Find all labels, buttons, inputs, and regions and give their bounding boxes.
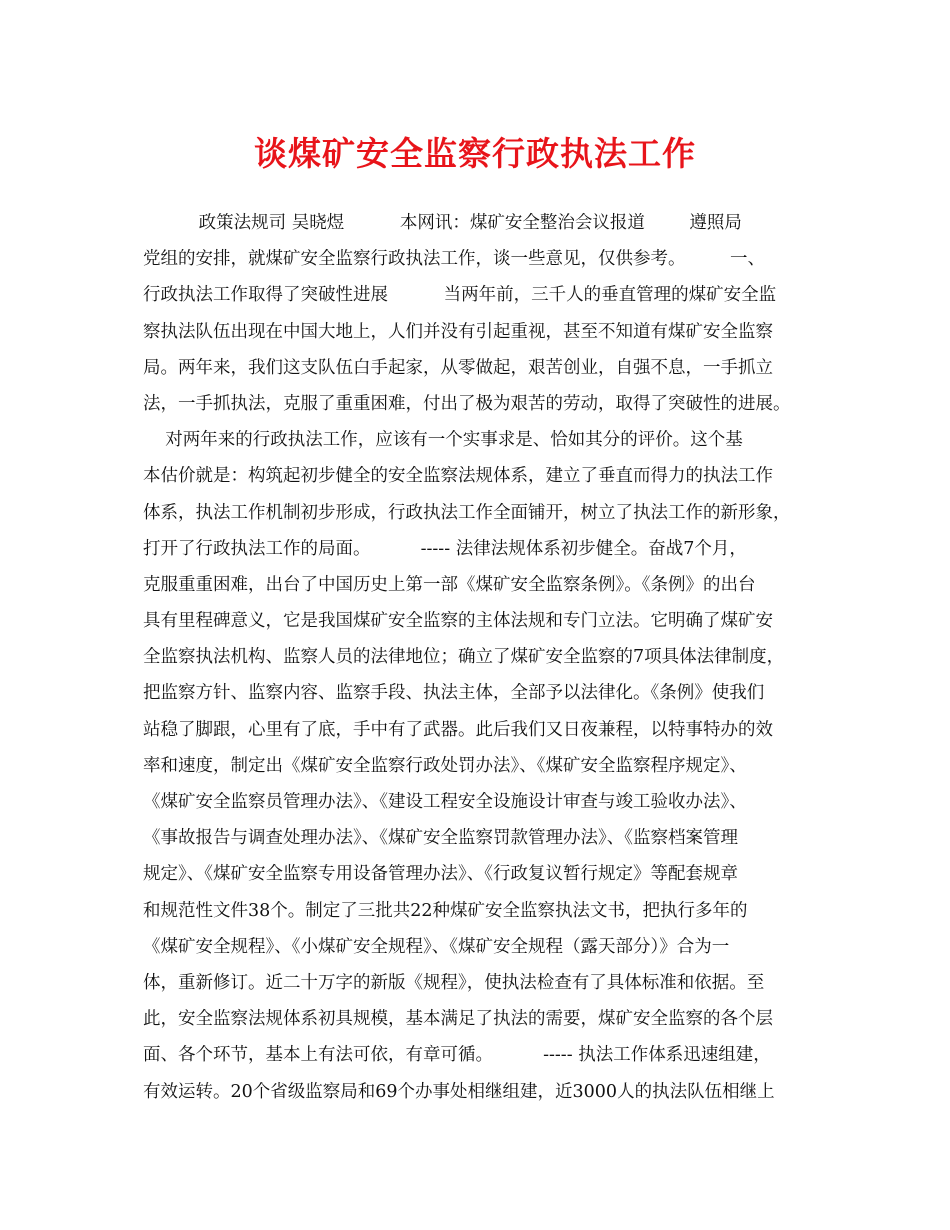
body-line: 体系，执法工作机制初步形成，行政执法工作全面铺开，树立了执法工作的新形象， <box>143 502 791 523</box>
body-line: 党组的安排，就煤矿安全监察行政执法工作，谈一些意见，仅供参考。 一、 <box>143 249 765 270</box>
body-line: 有效运转。20个省级监察局和69个办事处相继组建，近3000人的执法队伍相继上 <box>143 1081 775 1102</box>
body-line: 打开了行政执法工作的局面。 ----- 法律法规体系初步健全。奋战7个月， <box>143 538 747 559</box>
body-line: 局。两年来，我们这支队伍白手起家，从零做起，艰苦创业，自强不息，一手抓立 <box>143 357 773 378</box>
body-line: 察执法队伍出现在中国大地上，人们并没有引起重视，甚至不知道有煤矿安全监察 <box>143 321 773 342</box>
body-line: 此，安全监察法规体系初具规模，基本满足了执法的需要，煤矿安全监察的各个层 <box>143 1009 773 1030</box>
body-line: 政策法规司 吴晓煜 本网讯：煤矿安全整治会议报道 遵照局 <box>143 213 742 233</box>
body-line: 法，一手抓执法，克服了重重困难，付出了极为艰苦的劳动，取得了突破性的进展。 <box>143 393 791 414</box>
body-line: 规定》、《煤矿安全监察专用设备管理办法》、《行政复议暂行规定》等配套规章 <box>143 864 738 885</box>
document-title: 谈煤矿安全监察行政执法工作 <box>254 134 696 173</box>
body-line: 《煤矿安全监察员管理办法》、《建设工程安全设施设计审查与竣工验收办法》、 <box>143 792 747 812</box>
body-line: 全监察执法机构、监察人员的法律地位；确立了煤矿安全监察的7项具体法律制度， <box>143 647 785 668</box>
body-line: 对两年来的行政执法工作，应该有一个实事求是、恰如其分的评价。这个基 <box>143 430 743 451</box>
body-line: 把监察方针、监察内容、监察手段、执法主体，全部予以法律化。《条例》使我们 <box>143 683 765 704</box>
body-line: 克服重重困难，出台了中国历史上第一部《煤矿安全监察条例》。《条例》的出台 <box>143 574 756 595</box>
body-line: 行政执法工作取得了突破性进展 当两年前，三千人的垂直管理的煤矿安全监 <box>143 285 777 306</box>
body-line: 本估价就是：构筑起初步健全的安全监察法规体系，建立了垂直而得力的执法工作 <box>143 466 773 487</box>
document-body <box>143 205 823 1110</box>
body-line: 体，重新修订。近二十万字的新版《规程》，使执法检查有了具体标准和依据。至 <box>143 972 765 993</box>
body-line: 率和速度，制定出《煤矿安全监察行政处罚办法》、《煤矿安全监察程序规定》、 <box>143 755 747 776</box>
body-line: 站稳了脚跟，心里有了底，手中有了武器。此后我们又日夜兼程，以特事特办的效 <box>143 719 773 740</box>
body-line: 《煤矿安全规程》、《小煤矿安全规程》、《煤矿安全规程（露天部分）》合为一 <box>143 936 730 957</box>
body-line: 具有里程碑意义，它是我国煤矿安全监察的主体法规和专门立法。它明确了煤矿安 <box>143 611 773 632</box>
body-line: 面、各个环节，基本上有法可依，有章可循。 ----- 执法工作体系迅速组建， <box>143 1045 771 1066</box>
body-line: 《事故报告与调查处理办法》、《煤矿安全监察罚款管理办法》、《监察档案管理 <box>143 828 738 849</box>
body-line: 和规范性文件38个。制定了三批共22种煤矿安全监察执法文书，把执行多年的 <box>143 900 748 921</box>
